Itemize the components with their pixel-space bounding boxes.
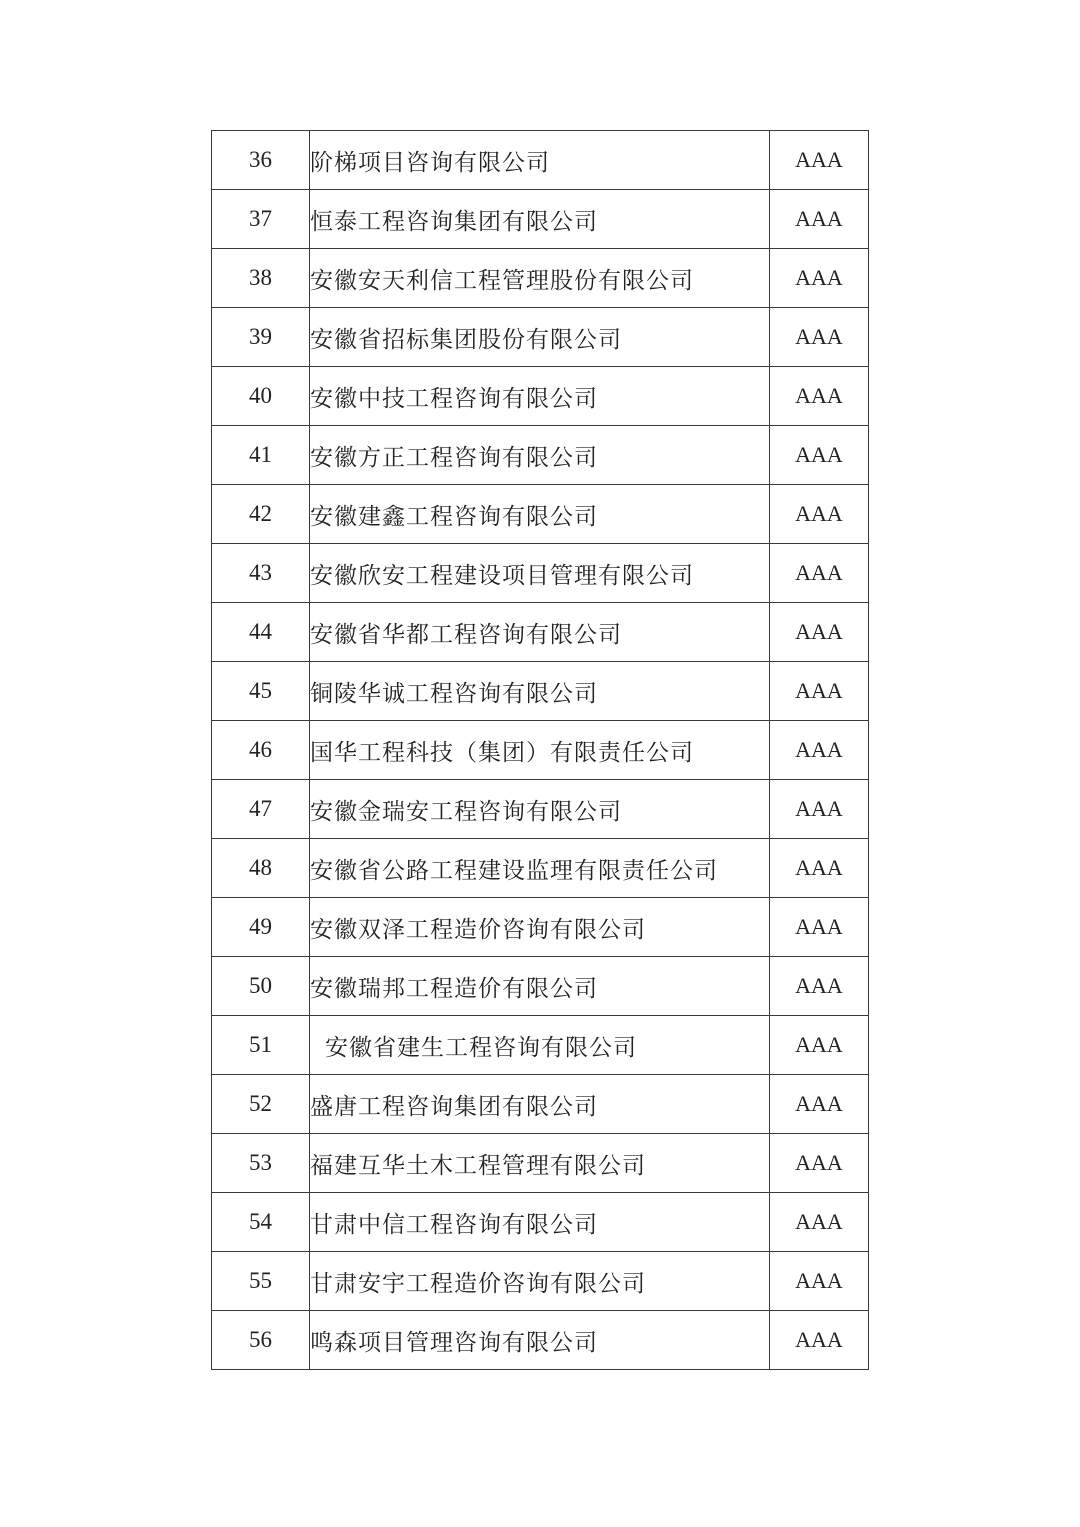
table-row [212,603,869,662]
company-name: 福建互华土木工程管理有限公司 [310,1134,770,1193]
row-number: 38 [212,249,310,308]
company-name: 鸣森项目管理咨询有限公司 [310,1311,770,1370]
company-name: 安徽双泽工程造价咨询有限公司 [310,898,770,957]
table-row [212,1016,869,1075]
company-name: 恒泰工程咨询集团有限公司 [310,190,770,249]
company-name: 安徽瑞邦工程造价有限公司 [310,957,770,1016]
company-rating-table [211,130,869,1370]
credit-grade: AAA [770,249,869,308]
table-row [212,249,869,308]
credit-grade: AAA [770,603,869,662]
credit-grade: AAA [770,190,869,249]
row-number: 55 [212,1252,310,1311]
credit-grade: AAA [770,1311,869,1370]
table-row [212,485,869,544]
row-number: 53 [212,1134,310,1193]
credit-grade: AAA [770,308,869,367]
row-number: 45 [212,662,310,721]
table-row [212,1193,869,1252]
credit-grade: AAA [770,1075,869,1134]
row-number: 51 [212,1016,310,1075]
company-name: 甘肃中信工程咨询有限公司 [310,1193,770,1252]
row-number: 40 [212,367,310,426]
table-row [212,544,869,603]
table-row [212,1134,869,1193]
row-number: 48 [212,839,310,898]
company-name: 铜陵华诚工程咨询有限公司 [310,662,770,721]
credit-grade: AAA [770,721,869,780]
company-name: 安徽省招标集团股份有限公司 [310,308,770,367]
table-row [212,957,869,1016]
credit-grade: AAA [770,426,869,485]
row-number: 43 [212,544,310,603]
company-name: 安徽方正工程咨询有限公司 [310,426,770,485]
company-name: 甘肃安宇工程造价咨询有限公司 [310,1252,770,1311]
row-number: 54 [212,1193,310,1252]
row-number: 56 [212,1311,310,1370]
table-body [212,131,869,1370]
credit-grade: AAA [770,1134,869,1193]
credit-grade: AAA [770,780,869,839]
table-row [212,426,869,485]
credit-grade: AAA [770,898,869,957]
company-name: 安徽中技工程咨询有限公司 [310,367,770,426]
row-number: 52 [212,1075,310,1134]
credit-grade: AAA [770,544,869,603]
table-row [212,308,869,367]
row-number: 50 [212,957,310,1016]
credit-grade: AAA [770,485,869,544]
credit-grade: AAA [770,131,869,190]
company-name: 安徽金瑞安工程咨询有限公司 [310,780,770,839]
company-name: 安徽建鑫工程咨询有限公司 [310,485,770,544]
table-row [212,1252,869,1311]
table-row [212,1075,869,1134]
credit-grade: AAA [770,957,869,1016]
table-row [212,131,869,190]
company-name: 安徽省华都工程咨询有限公司 [310,603,770,662]
table-row [212,662,869,721]
company-name: 安徽安天利信工程管理股份有限公司 [310,249,770,308]
row-number: 37 [212,190,310,249]
table-row [212,839,869,898]
credit-grade: AAA [770,662,869,721]
row-number: 46 [212,721,310,780]
company-name: 阶梯项目咨询有限公司 [310,131,770,190]
credit-grade: AAA [770,367,869,426]
company-name: 安徽欣安工程建设项目管理有限公司 [310,544,770,603]
company-name: 国华工程科技（集团）有限责任公司 [310,721,770,780]
row-number: 47 [212,780,310,839]
row-number: 41 [212,426,310,485]
company-name: 盛唐工程咨询集团有限公司 [310,1075,770,1134]
table-row [212,898,869,957]
row-number: 49 [212,898,310,957]
table-row [212,190,869,249]
table-row [212,780,869,839]
table-row [212,367,869,426]
row-number: 42 [212,485,310,544]
table-row [212,721,869,780]
credit-grade: AAA [770,1016,869,1075]
row-number: 36 [212,131,310,190]
credit-grade: AAA [770,1252,869,1311]
row-number: 39 [212,308,310,367]
company-name: 安徽省公路工程建设监理有限责任公司 [310,839,770,898]
credit-grade: AAA [770,839,869,898]
row-number: 44 [212,603,310,662]
company-name: 安徽省建生工程咨询有限公司 [310,1016,770,1075]
table-row [212,1311,869,1370]
credit-grade: AAA [770,1193,869,1252]
